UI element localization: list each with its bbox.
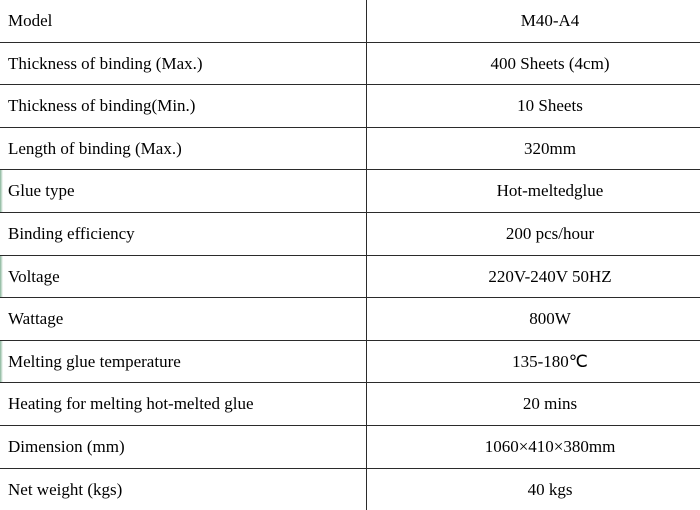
spec-value-cell: 135-180℃ — [367, 340, 700, 383]
spec-value-cell: M40-A4 — [367, 0, 700, 42]
spec-label-cell: Binding efficiency — [0, 212, 367, 255]
spec-value-cell: 800W — [367, 298, 700, 341]
spec-label-cell: Model — [0, 0, 367, 42]
spec-value-cell: 10 Sheets — [367, 85, 700, 128]
spec-value-cell: 320mm — [367, 127, 700, 170]
table-row — [0, 212, 700, 255]
table-row — [0, 0, 700, 42]
table-row — [0, 468, 700, 510]
spec-label-cell: Wattage — [0, 298, 367, 341]
spec-label-cell: Melting glue temperature — [0, 340, 367, 383]
table-row — [0, 383, 700, 426]
spec-label-cell: Glue type — [0, 170, 367, 213]
spec-label-cell: Length of binding (Max.) — [0, 127, 367, 170]
spec-value-cell: 200 pcs/hour — [367, 212, 700, 255]
spec-value-cell: 20 mins — [367, 383, 700, 426]
table-row — [0, 127, 700, 170]
spec-label-cell: Voltage — [0, 255, 367, 298]
table-row — [0, 42, 700, 85]
spec-value-cell: 40 kgs — [367, 468, 700, 510]
table-row — [0, 340, 700, 383]
table-row — [0, 170, 700, 213]
spec-label-cell: Heating for melting hot-melted glue — [0, 383, 367, 426]
spec-value-cell: Hot-meltedglue — [367, 170, 700, 213]
spec-label-cell: Thickness of binding (Max.) — [0, 42, 367, 85]
table-row — [0, 298, 700, 341]
table-row — [0, 255, 700, 298]
spec-value-cell: 220V-240V 50HZ — [367, 255, 700, 298]
spec-label-cell: Net weight (kgs) — [0, 468, 367, 510]
table-row — [0, 85, 700, 128]
spec-value-cell: 1060×410×380mm — [367, 425, 700, 468]
spec-label-cell: Thickness of binding(Min.) — [0, 85, 367, 128]
table-row — [0, 425, 700, 468]
spec-value-cell: 400 Sheets (4cm) — [367, 42, 700, 85]
spec-label-cell: Dimension (mm) — [0, 425, 367, 468]
